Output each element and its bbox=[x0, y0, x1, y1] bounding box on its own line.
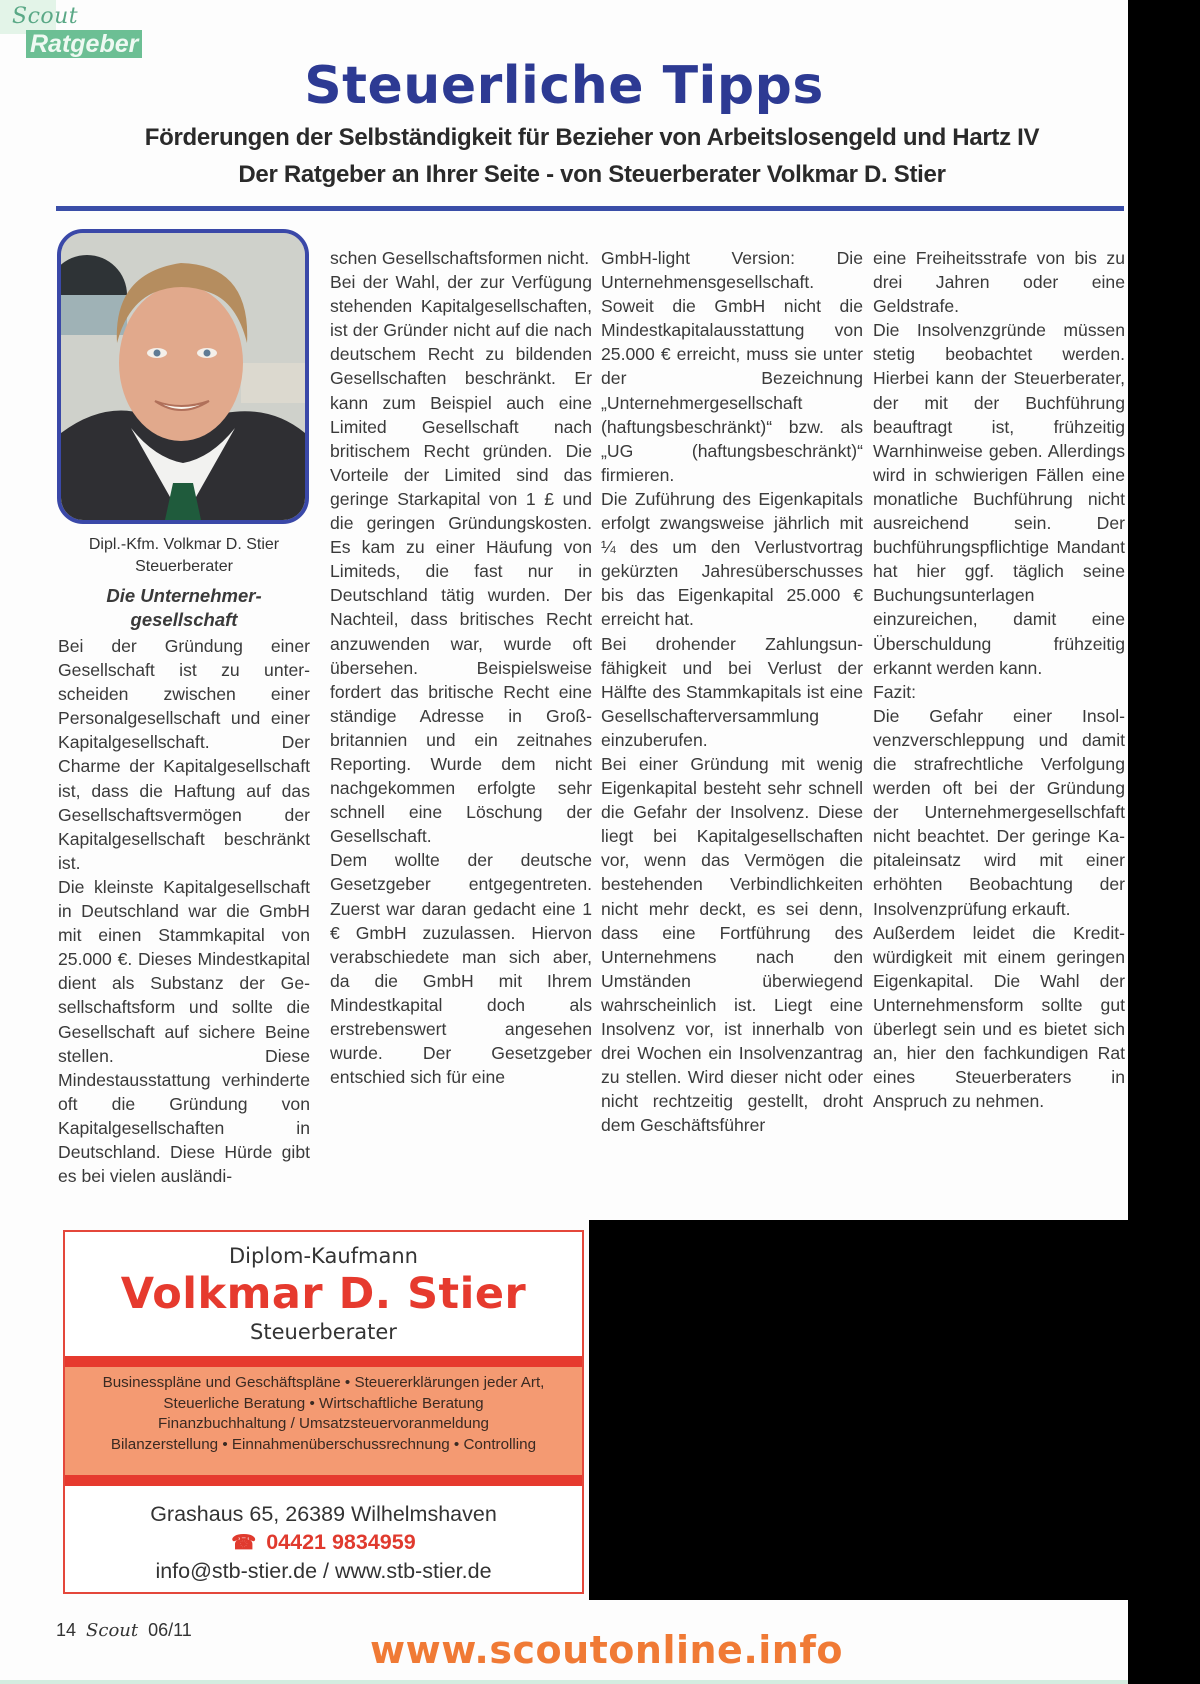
ad-services-list bbox=[65, 1367, 582, 1475]
ad-header bbox=[65, 1232, 582, 1356]
advertisement-box bbox=[63, 1230, 584, 1594]
article-column-3 bbox=[601, 246, 863, 1137]
section-heading bbox=[58, 584, 310, 632]
paragraph: Die kleinste Kapitalgesellschaft in Deutschland war die GmbH mit einen Stammkapital von 25.000 €. Dieses Mindestkapital dient als Substanz der Gesellschaftsform und sollte die Gesellschaft auf sichere Beine stellen. Diese Mindestausstattung verhinderte oft die Gründung von Kapitalgesellschaften in Deutschland. Diese Hürde gibt es bei vielen ausländi- bbox=[58, 876, 310, 1187]
issue-number: 06/11 bbox=[148, 1620, 192, 1640]
bottom-strip bbox=[0, 1680, 1128, 1684]
ad-service-line: Bilanzerstellung • Einnahmenüberschussrechnung • Controlling bbox=[110, 1435, 537, 1453]
paragraph: Bei einer Gründung mit wenig Eigenkapital besteht sehr schnell die Gefahr der Insolvenz. Diese liegt bei Kapitalgesellschaften vor, wenn das Vermögen die bestehenden Verbindlichkeiten nicht mehr deckt, es sei denn, dass eine Fortführung des Unternehmens nach den Umständen überwiegend wahrscheinlich ist. Liegt eine Insolvenz vor, ist innerhalb von drei Wochen ein Insolvenzantrag zu stellen. Wird dieser nicht oder nicht rechtzeitig gestellt, droht dem Geschäftsführer bbox=[601, 753, 863, 1136]
paragraph: schen Gesellschaftsformen nicht. bbox=[330, 248, 590, 268]
ad-advisor-name: Volkmar D. Stier bbox=[120, 1269, 527, 1319]
paragraph: Die Gefahr einer Insolvenzverschleppung und damit die strafrechtliche Verfolgung werden oft bei der Gründung der Unternehmergesellschfaft nicht beachtet. Der geringe Kapitaleinsatz wird mit einer erhöhten Beobachtung der Insolvenzprüfung erkauft. bbox=[873, 705, 1125, 919]
ad-service-line: Steuerliche Beratung • Wirtschaftliche Beratung bbox=[163, 1394, 484, 1412]
page-title: Steuerliche Tipps bbox=[304, 56, 824, 116]
footer-website-url: www.scoutonline.info bbox=[370, 1628, 843, 1672]
paragraph: Bei der Gründung einer Gesellschaft ist zu unterscheiden zwischen einer Personalgesellschaft und einer Kapitalgesellschaft. Der Charme der Kapitalgesellschaft ist, dass die Haftung auf das Gesellschaftsvermögen der Kapitalgesellschaft beschränkt ist. bbox=[58, 636, 310, 873]
photo-caption bbox=[58, 534, 310, 578]
article-column-2 bbox=[330, 246, 592, 1089]
paragraph-heading-fazit: Fazit: bbox=[873, 681, 917, 702]
caption-role: Steuerberater bbox=[135, 558, 233, 575]
paragraph: Die Insolvenzgründe müssen stetig beobachtet werden. Hierbei kann der Steuerberater, der mit der Buchführung beauftragt ist, frühzeitig Warnhinweise geben. Allerdings wird in schwierigen Fällen eine monatliche Buchführung nicht ausreichend sein. Der buchführungspflichtige Mandant hat hier ggf. täglich seine Buchungsunterlagen einzureichen, damit eine Überschuldung frühzeitig erkannt werden kann. bbox=[873, 320, 1125, 678]
ad-phone-number: 04421 9834959 bbox=[266, 1530, 416, 1554]
subtitle-2: Der Ratgeber an Ihrer Seite - von Steuerberater Volkmar D. Stier bbox=[238, 161, 946, 188]
ad-email-website: info@stb-stier.de / www.stb-stier.de bbox=[155, 1559, 492, 1583]
ad-title-prefix: Diplom-Kaufmann bbox=[229, 1244, 418, 1268]
paragraph: Die Zuführung des Eigenkapitals erfolgt zwangsweise jährlich mit ¼ des um den Verlustvortrag gekürzten Jahresüberschusses bis das Eigenkapital 25.000 € erreicht hat. bbox=[601, 488, 863, 630]
article-column-1 bbox=[58, 634, 310, 1188]
ad-contact bbox=[65, 1486, 582, 1585]
section-heading-line-2: gesellschaft bbox=[130, 609, 238, 630]
paragraph: Dem wollte der deutsche Gesetzgeber entgegentreten. Zuerst war daran gedacht eine 1 € GmbH zuzulassen. Hiervon verabschiedete man sich aber, da die GmbH mit Ihrem Mindestkapital doch als erstrebenswert angesehen wurde. Der Gesetzgeber entschied sich für eine bbox=[330, 850, 592, 1088]
footer-magazine-name: Scout bbox=[86, 1620, 139, 1641]
section-heading-line-1: Die Unternehmer- bbox=[106, 585, 262, 606]
page-number: 14 bbox=[56, 1620, 77, 1640]
redacted-block bbox=[589, 1220, 1128, 1600]
ad-divider-bottom bbox=[65, 1475, 582, 1486]
ad-address: Grashaus 65, 26389 Wilhelmshaven bbox=[150, 1502, 497, 1526]
page-footer-info bbox=[56, 1620, 192, 1641]
author-portrait-photo bbox=[57, 229, 309, 524]
header-divider bbox=[56, 206, 1124, 211]
caption-name: Dipl.-Kfm. Volkmar D. Stier bbox=[88, 536, 280, 553]
paragraph: Bei der Wahl, der zur Verfügung stehenden Kapitalgesellschaften, ist der Gründer nicht auf die nach deutschem Recht zu bildenden Gesellschaften beschränkt. Er kann zum Beispiel auch eine Limited Gesellschaft nach britischem Recht gründen. Die Vorteile der Limited sind das geringe Starkapital von 1 £ und die geringen Gründungskosten. Es kam zu einer Häufung von Limiteds, die fast nur in Deutschland tätig wurden. Der Nachteil, dass britisches Recht anzuwenden war, wurde oft übersehen. Beispielsweise fordert das britische Recht eine ständige Adresse in Großbritannien und ein zeitnahes Reporting. Wurde dem nicht nachgekommen erfolgte sehr schnell eine Löschung der Gesellschaft. bbox=[330, 272, 592, 847]
section-label-ratgeber: Ratgeber bbox=[26, 30, 142, 58]
paragraph: eine Freiheitsstrafe von bis zu drei Jahren oder eine Geldstrafe. bbox=[873, 248, 1125, 317]
ad-phone-row bbox=[65, 1528, 582, 1557]
article-column-4 bbox=[873, 246, 1125, 1113]
ad-service-line: Businesspläne und Geschäftspläne • Steuererklärungen jeder Art, bbox=[102, 1374, 545, 1391]
ad-divider-top bbox=[65, 1356, 582, 1367]
ad-service-line: Finanzbuchhaltung / Umsatzsteuervoranmeldung bbox=[158, 1415, 489, 1432]
paragraph: GmbH-light Version: Die Unternehmensgesellschaft. Soweit die GmbH nicht die Mindestkapitalausstattung von 25.000 € erreicht, muss sie unter der Bezeichnung „Unternehmergesellschaft (haftungsbeschränkt)“ bzw. als „UG (haftungsbeschränkt)“ firmieren. bbox=[601, 248, 863, 485]
brand-scout-logo: Scout bbox=[12, 4, 79, 29]
subtitle-1: Förderungen der Selbständigkeit für Bezieher von Arbeitslosengeld und Hartz IV bbox=[144, 124, 1040, 151]
paragraph: Außerdem leidet die Kreditwürdigkeit mit einem geringen Eigenkapital. Die Wahl der Unternehmensform sollte gut überlegt sein und es bietet sich an, hier den fachkundigen Rat eines Steuerberaters in Anspruch zu nehmen. bbox=[873, 922, 1125, 1112]
phone-icon: ☎ bbox=[231, 1532, 257, 1554]
portrait-illustration bbox=[61, 233, 305, 520]
paragraph: Bei drohender Zahlungsunfähigkeit und bei Verlust der Hälfte des Stammkapitals ist eine Gesellschafterversammlung einzuberufen. bbox=[601, 633, 863, 750]
ad-advisor-role: Steuerberater bbox=[250, 1320, 397, 1344]
